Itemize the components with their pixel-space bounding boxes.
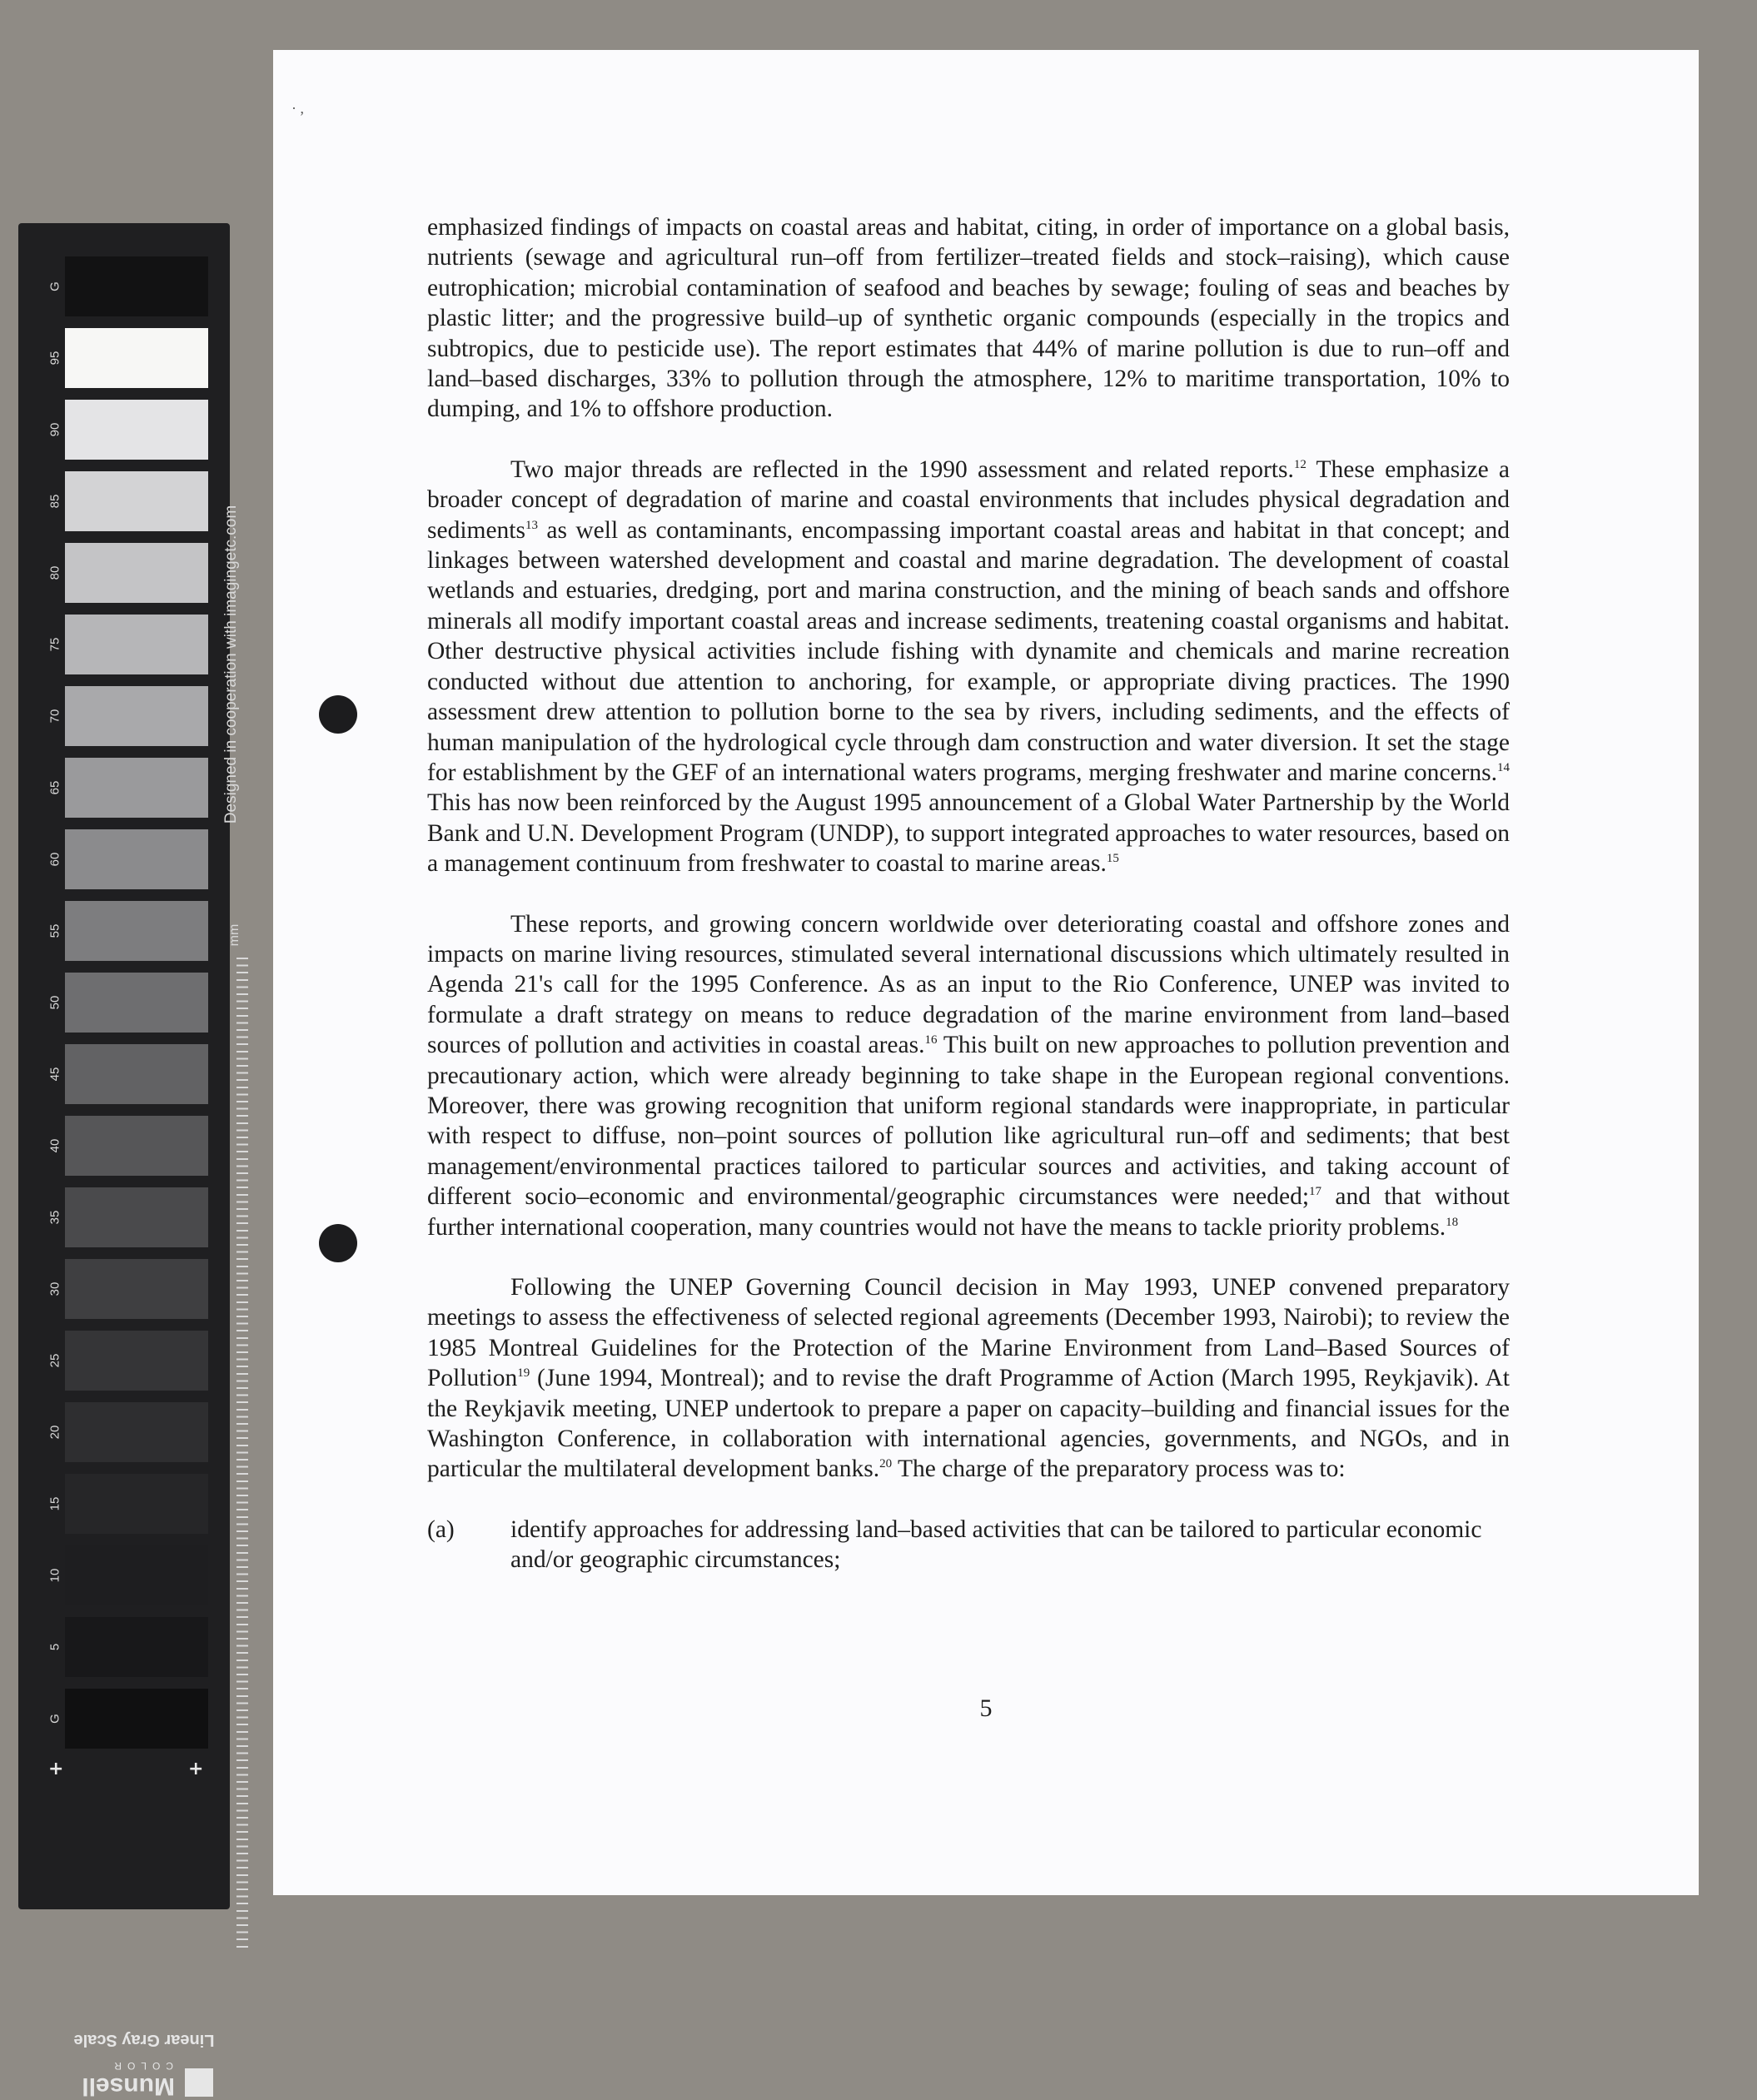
gray-swatch xyxy=(65,471,208,531)
scale-number xyxy=(45,543,65,615)
scale-number xyxy=(45,686,65,758)
scale-number-text: 75 xyxy=(47,637,62,652)
munsell-logo xyxy=(80,2060,213,2100)
scale-number-text: 65 xyxy=(47,780,62,795)
gray-swatch xyxy=(65,1689,208,1749)
paragraph-text: Two major threads are reflected in the 1990 assessment and related reports. xyxy=(510,455,1294,483)
scale-number xyxy=(45,1259,65,1331)
scale-number xyxy=(45,1617,65,1689)
gray-swatch xyxy=(65,973,208,1033)
paragraph-1 xyxy=(427,212,1510,425)
paragraph-4 xyxy=(427,1272,1510,1485)
swatch-column xyxy=(65,256,208,1760)
paragraph-text: (June 1994, Montreal); and to revise the draft Programme of Action (March 1995, Reykjavik). At the Reykjavik meeting, UNEP undertook to prepare a paper on capacity–building and financial issues for the Washington Conference, in collaboration with international agencies, governments, and NGOs, and in particular the multilateral development banks. xyxy=(427,1365,1510,1483)
paragraph-text: Following the UNEP Governing Council decision in May 1993, UNEP convened preparatory meetings to assess the effectiveness of selected regional agreements (December 1993, Nairobi); to review the 1985 Montreal Guidelines for the Protection of the Marine Environment from Land–Based Sources of Pollution xyxy=(427,1274,1510,1392)
brand-sub: COLOR xyxy=(108,2060,173,2072)
gray-swatch xyxy=(65,543,208,603)
scale-number-text: 80 xyxy=(47,565,62,580)
scale-number-text: 85 xyxy=(47,494,62,509)
gray-swatch xyxy=(65,1044,208,1104)
scale-number-text: 50 xyxy=(47,995,62,1010)
body-text xyxy=(427,212,1510,1575)
gray-swatch xyxy=(65,328,208,388)
scale-number-text: 20 xyxy=(47,1425,62,1440)
scale-number xyxy=(45,1474,65,1545)
stray-marks: · , xyxy=(291,100,304,117)
footnote-ref: 17 xyxy=(1309,1185,1322,1199)
list-item xyxy=(427,1515,1510,1575)
gray-swatch xyxy=(65,829,208,889)
paragraph-3 xyxy=(427,909,1510,1242)
gray-swatch xyxy=(65,1116,208,1176)
paragraph-text: as well as contaminants, encompassing important coastal areas and habitat in that concept; and linkages between watershed development and coastal and marine degradation. The development of coastal wetlands and estuaries, dredging, port and marina construction, and the mining of beach sands and offshore minerals all modify important coastal areas and increase sediments, treatening coastal organisms and habitat. Other destructive physical activities include fishing with dynamite and chemicals and marine recreation conducted without due attention to anchoring, for example, or appropriate diving practices. The 1990 assessment drew attention to pollution borne to the sea by rivers, including sediments, and the effects of human manipulation of the hydrological cycle through dam construction and water diversion. It set the stage for establishment by the GEF of an international waters programs, merging freshwater and marine concerns. xyxy=(427,516,1510,786)
list-text: identify approaches for addressing land–based activities that can be tailored to particular economic and/or geographic circumstances; xyxy=(510,1515,1482,1574)
scale-number xyxy=(45,1331,65,1402)
scale-number xyxy=(45,1187,65,1259)
paragraph-text: This built on new approaches to pollution prevention and precautionary action, which were already beginning to take shape in the European regional conventions. Moreover, there was growing recognition that uniform regional standards were inappropriate, in particular with respect to diffuse, non–point sources of pollution like agricultural run–off and sediments; that best management/environmental practices tailored to particular sources and activities, and taking account of different socio–economic and environmental/geographic circumstances were needed; xyxy=(427,1032,1510,1211)
scale-number-text: 60 xyxy=(47,852,62,867)
scale-number-column xyxy=(45,256,65,1760)
footnote-ref: 12 xyxy=(1293,457,1307,471)
footnote-ref: 18 xyxy=(1446,1215,1459,1229)
scale-number xyxy=(45,829,65,901)
footnote-ref: 14 xyxy=(1497,760,1510,774)
munsell-grid-icon xyxy=(185,2068,213,2097)
scale-number xyxy=(45,1545,65,1617)
scale-number-text: 95 xyxy=(47,351,62,366)
scale-number xyxy=(45,328,65,400)
scale-number xyxy=(45,471,65,543)
gray-swatch xyxy=(65,1474,208,1534)
scale-number xyxy=(45,973,65,1044)
paragraph-text: These emphasize a broader concept of degradation of marine and coastal environments that includes physical degradation and sediments xyxy=(427,455,1510,544)
footnote-ref: 15 xyxy=(1106,852,1119,866)
gray-swatch xyxy=(65,758,208,818)
scale-number-text: 90 xyxy=(47,422,62,437)
scale-number-text: 40 xyxy=(47,1138,62,1153)
footnote-ref: 16 xyxy=(924,1033,938,1048)
scale-number-text: G xyxy=(47,1714,62,1724)
gray-swatch xyxy=(65,1187,208,1247)
list-label: (a) xyxy=(427,1515,455,1543)
page-number: 5 xyxy=(979,1694,993,1722)
footnote-ref: 20 xyxy=(879,1457,893,1471)
document-page xyxy=(273,50,1699,1895)
paragraph-text: emphasized findings of impacts on coastal areas and habitat, citing, in order of importance on a global basis, nutrients (sewage and agricultural run–off from fertilizer–treated fields and stock–raising), which cause eutrophication; microbial contamination of seafood and beaches by sewage; fouling of seas and beaches by plastic litter; and the progressive build–up of synthetic organic compounds (especially in the tropics and subtropics, due to pesticide use). The report estimates that 44% of marine pollution is due to run–off and land–based discharges, 33% to pollution through the atmosphere, 12% to maritime transportation, 10% to dumping, and 1% to offshore production. xyxy=(427,214,1510,423)
paragraph-text: and that without further international cooperation, many countries would not have the means to tackle priority problems. xyxy=(427,1183,1510,1241)
paragraph-text: These reports, and growing concern worldwide over deteriorating coastal and offshore zones and impacts on marine living resources, stimulated several international discussions which ultimately resulted in Agenda 21's call for the 1995 Conference. As as an input to the Rio Conference, UNEP was invited to formulate a draft strategy on means to reduce degradation of the marine environment from land–based sources of pollution and activities in coastal areas. xyxy=(427,910,1510,1059)
gray-swatch xyxy=(65,256,208,316)
gray-swatch xyxy=(65,686,208,746)
gray-swatch xyxy=(65,1545,208,1605)
footnote-ref: 19 xyxy=(517,1366,530,1381)
scale-number xyxy=(45,256,65,328)
scale-number-text: 10 xyxy=(47,1568,62,1583)
scale-number xyxy=(45,1402,65,1474)
scale-number xyxy=(45,615,65,686)
gray-scale-card xyxy=(18,223,241,2100)
paragraph-2 xyxy=(427,455,1510,879)
scale-number-text: 35 xyxy=(47,1210,62,1225)
mm-ruler xyxy=(230,958,248,1948)
gray-swatch xyxy=(65,1402,208,1462)
designed-credit: Designed in cooperation with imagingetc.com xyxy=(222,505,240,824)
scale-number xyxy=(45,901,65,973)
gray-swatch xyxy=(65,901,208,961)
brand-name: Munsell xyxy=(82,2073,175,2100)
scale-number xyxy=(45,758,65,829)
mm-label: mm xyxy=(227,923,241,947)
punch-hole-bottom xyxy=(319,1224,357,1262)
paragraph-text: The charge of the preparatory process was to: xyxy=(892,1456,1346,1483)
registration-mark: + xyxy=(48,1759,64,1779)
scale-number-text: 30 xyxy=(47,1281,62,1296)
gray-swatch xyxy=(65,400,208,460)
gray-swatch xyxy=(65,1259,208,1319)
scale-number-text: 45 xyxy=(47,1067,62,1082)
scale-name: Linear Gray Scale xyxy=(73,2031,215,2049)
scale-number-text: G xyxy=(47,281,62,291)
punch-hole-top xyxy=(319,695,357,734)
scale-number-text: 15 xyxy=(47,1496,62,1511)
scale-number xyxy=(45,1116,65,1187)
scale-number-text: 25 xyxy=(47,1353,62,1368)
scale-number xyxy=(45,1044,65,1116)
footnote-ref: 13 xyxy=(525,518,538,532)
scale-number-text: 5 xyxy=(47,1643,62,1651)
scale-number-text: 55 xyxy=(47,923,62,938)
scale-number-text: 70 xyxy=(47,709,62,724)
gray-swatch xyxy=(65,615,208,674)
registration-mark: + xyxy=(188,1759,204,1779)
scale-number xyxy=(45,1689,65,1760)
gray-swatch xyxy=(65,1331,208,1391)
scale-number xyxy=(45,400,65,471)
paragraph-text: This has now been reinforced by the August 1995 announcement of a Global Water Partnership by the World Bank and U.N. Development Program (UNDP), to support integrated approaches to water resources, based on a management continuum from freshwater to coastal to marine areas. xyxy=(427,789,1510,878)
gray-swatch xyxy=(65,1617,208,1677)
